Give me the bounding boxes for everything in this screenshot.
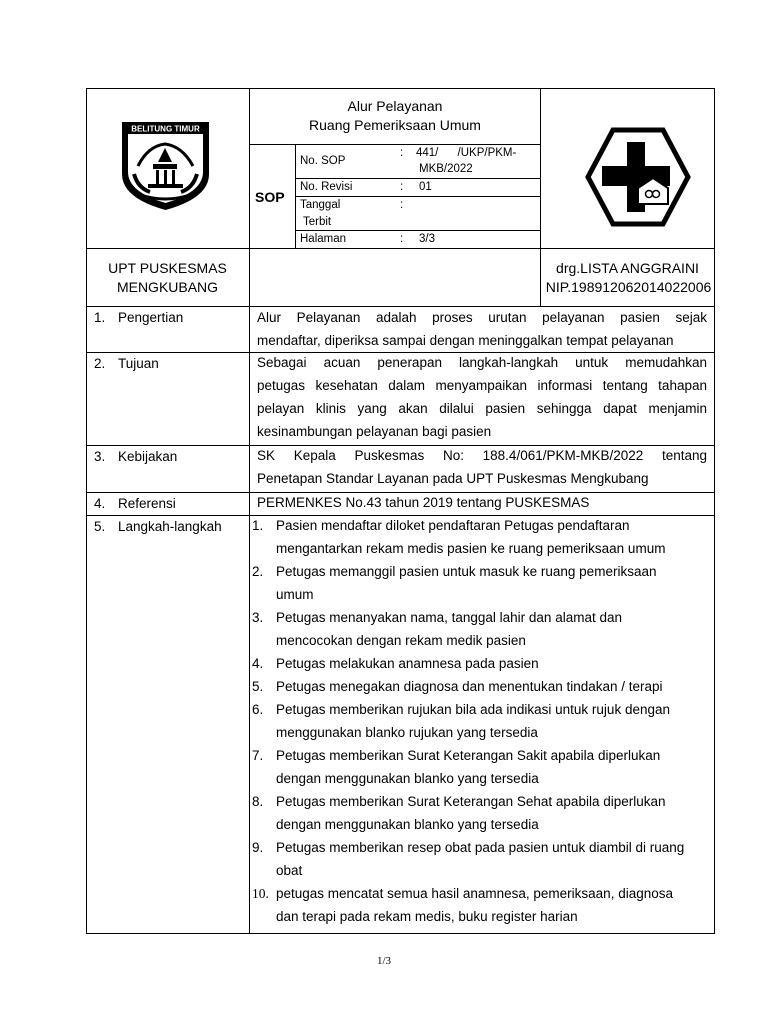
referensi-line: PERMENKES No.43 tahun 2019 tentang PUSKESMAS <box>257 495 590 510</box>
field-halaman-label: Halaman <box>300 233 347 245</box>
step-number: 9. <box>252 840 264 855</box>
section-label-tujuan: Tujuan <box>118 356 159 371</box>
step-number: 4. <box>252 656 264 671</box>
field-no-sop-colon: : <box>400 147 404 159</box>
org-name-line1: UPT PUSKESMAS <box>108 260 227 276</box>
step-line: umum <box>276 587 314 602</box>
step-line: Petugas menegakan diagnosa dan menentukan tindakan / terapi <box>276 679 663 694</box>
field-halaman-value: 3/3 <box>419 233 435 245</box>
document-title-line2: Ruang Pemeriksaan Umum <box>309 117 481 133</box>
section-label-kebijakan: Kebijakan <box>118 449 178 464</box>
step-number: 8. <box>252 794 264 809</box>
section-number: 5. <box>94 519 106 534</box>
head-nip: NIP.198912062014022006 <box>545 279 712 295</box>
field-tanggal-label-1: Tanggal <box>300 199 341 211</box>
section-label-referensi: Referensi <box>118 496 176 511</box>
section-number: 3. <box>94 449 106 464</box>
step-line: Petugas memberikan resep obat pada pasien untuk diambil di ruang <box>276 840 685 855</box>
tujuan-line: kesinambungan pelayanan bagi pasien <box>257 424 492 439</box>
step-number: 2. <box>252 564 264 579</box>
step-line: menggunakan blanko rujukan yang tersedia <box>276 725 538 740</box>
page-number: 1/3 <box>376 955 392 967</box>
step-line: dengan menggunakan blanko yang tersedia <box>276 771 539 786</box>
step-line: Pasien mendaftar diloket pendaftaran Petugas pendaftaran <box>276 518 630 533</box>
step-number: 5. <box>252 679 264 694</box>
field-no-sop-value-2: MKB/2022 <box>419 163 473 175</box>
field-no-revisi-label: No. Revisi <box>300 181 353 193</box>
step-line: petugas mencatat semua hasil anamnesa, pemeriksaan, diagnosa <box>276 886 673 901</box>
pengertian-line: Alur Pelayanan adalah proses urutan pelayanan pasien sejak <box>257 310 707 325</box>
step-line: Petugas memberikan Surat Keterangan Sehat apabila diperlukan <box>276 794 666 809</box>
puskesmas-logo <box>583 126 693 228</box>
section-label-langkah: Langkah-langkah <box>118 519 222 534</box>
document-title-line1: Alur Pelayanan <box>347 98 443 114</box>
section-number: 4. <box>94 496 106 511</box>
field-no-revisi-value: 01 <box>419 181 432 193</box>
tujuan-line: Sebagai acuan penerapan langkah-langkah untuk memudahkan <box>257 355 707 370</box>
step-line: Petugas memberikan Surat Keterangan Sakit apabila diperlukan <box>276 748 661 763</box>
kebijakan-line: SK Kepala Puskesmas No: 188.4/061/PKM-MKB/2022 tentang <box>257 448 707 463</box>
step-number: 10. <box>252 886 269 901</box>
head-name: drg.LISTA ANGGRAINI <box>556 260 699 276</box>
tujuan-line: pelayan klinis yang akan dilalui pasien sehingga dapat menjamin <box>257 401 707 416</box>
step-line: dengan menggunakan blanko yang tersedia <box>276 817 539 832</box>
step-line: Petugas memanggil pasien untuk masuk ke ruang pemeriksaan <box>276 564 657 579</box>
step-line: mengantarkan rekam medis pasien ke ruang pemeriksaan umum <box>276 541 666 556</box>
step-line: Petugas memberikan rujukan bila ada indikasi untuk rujuk dengan <box>276 702 670 717</box>
sop-label: SOP <box>255 189 285 205</box>
step-line: Petugas melakukan anamnesa pada pasien <box>276 656 539 671</box>
step-number: 1. <box>252 518 264 533</box>
field-halaman-colon: : <box>400 233 404 245</box>
field-tanggal-label-2: Terbit <box>303 216 332 228</box>
section-label-pengertian: Pengertian <box>118 310 184 325</box>
kebijakan-line: Penetapan Standar Layanan pada UPT Puskesmas Mengkubang <box>257 471 649 486</box>
step-line: mencocokan dengan rekam medik pasien <box>276 633 526 648</box>
step-line: dan terapi pada rekam medis, buku register harian <box>276 909 578 924</box>
field-no-sop-value-1: 441/ /UKP/PKM- <box>416 147 517 159</box>
pengertian-line: mendaftar, diperiksa sampai dengan meninggalkan tempat pelayanan <box>257 333 674 348</box>
section-number: 2. <box>94 356 106 371</box>
field-no-sop-label: No. SOP <box>300 155 346 167</box>
step-number: 6. <box>252 702 264 717</box>
field-no-revisi-colon: : <box>400 181 404 193</box>
org-name-line2: MENGKUBANG <box>116 279 219 295</box>
step-number: 3. <box>252 610 264 625</box>
step-number: 7. <box>252 748 264 763</box>
belitung-timur-logo <box>118 118 213 213</box>
step-line: obat <box>276 863 303 878</box>
step-line: Petugas menanyakan nama, tanggal lahir dan alamat dan <box>276 610 622 625</box>
tujuan-line: petugas kesehatan dalam menyampaikan informasi tentang tahapan <box>257 378 707 393</box>
section-number: 1. <box>94 310 106 325</box>
field-tanggal-colon: : <box>400 199 404 211</box>
logo-text: BELITUNG TIMUR <box>131 124 200 134</box>
